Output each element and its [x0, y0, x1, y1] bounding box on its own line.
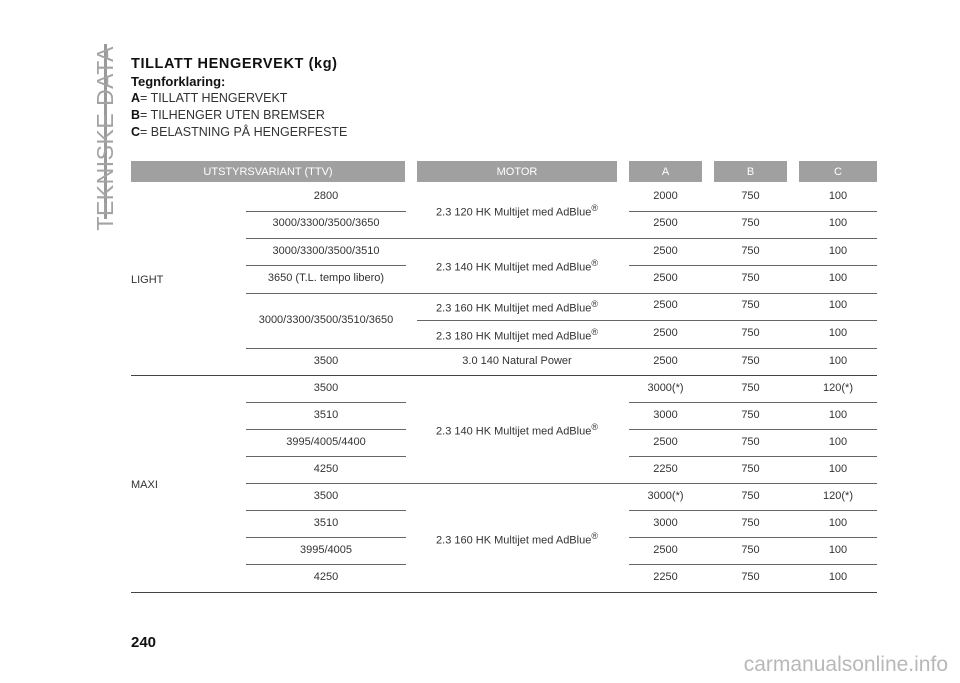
- motor-cell: [417, 531, 617, 547]
- header-motor: MOTOR: [417, 161, 617, 182]
- registered-mark: ®: [591, 327, 598, 337]
- motor-name: 2.3 160 HK Multijet med AdBlue: [436, 534, 592, 547]
- legend-text: = TILHENGER UTEN BREMSER: [140, 108, 325, 122]
- row-divider: [629, 564, 877, 565]
- value-c: 100: [828, 190, 848, 202]
- ttv-cell: 3510: [313, 409, 339, 421]
- legend-heading: Tegnforklaring:: [131, 74, 226, 89]
- value-c: 100: [828, 463, 848, 475]
- value-a: 2250: [653, 463, 678, 475]
- value-b: 750: [741, 245, 760, 257]
- header-ttv: UTSTYRSVARIANT (TTV): [131, 161, 405, 182]
- group-label-light: LIGHT: [131, 274, 164, 286]
- row-divider: [246, 348, 877, 349]
- registered-mark: ®: [591, 203, 598, 213]
- ttv-cell: 3500: [313, 490, 339, 502]
- page-number: 240: [131, 634, 157, 651]
- row-divider: [246, 238, 877, 239]
- row-divider: [246, 402, 406, 403]
- ttv-cell: 3000/3300/3500/3510: [272, 245, 380, 257]
- ttv-cell: 2800: [313, 190, 339, 202]
- value-c: 100: [828, 217, 848, 229]
- value-c: 100: [828, 409, 848, 421]
- value-b: 750: [741, 409, 760, 421]
- row-divider: [246, 510, 406, 511]
- value-a: 2500: [653, 436, 678, 448]
- registered-mark: ®: [591, 422, 598, 432]
- value-b: 750: [741, 355, 760, 367]
- row-divider: [246, 537, 406, 538]
- value-b: 750: [741, 217, 760, 229]
- footer-watermark: carmanualsonline.info: [743, 653, 948, 676]
- value-a: 2500: [653, 217, 678, 229]
- value-a: 3000: [653, 517, 678, 529]
- value-c: 100: [828, 245, 848, 257]
- registered-mark: ®: [591, 299, 598, 309]
- ttv-cell-merged: 3000/3300/3500/3510/3650: [258, 314, 394, 326]
- legend-item-c: [131, 125, 347, 139]
- value-c: 100: [828, 436, 848, 448]
- value-c: 100: [828, 272, 848, 284]
- row-divider: [629, 456, 877, 457]
- header-c: C: [799, 161, 877, 182]
- value-b: 750: [741, 517, 760, 529]
- ttv-cell: 3000/3300/3500/3650: [272, 217, 380, 229]
- legend-item-a: [131, 91, 287, 105]
- value-a: 2250: [653, 571, 678, 583]
- group-label-maxi: MAXI: [131, 479, 158, 491]
- registered-mark: ®: [591, 531, 598, 541]
- value-c: 100: [828, 571, 848, 583]
- row-divider: [246, 429, 406, 430]
- value-b: 750: [741, 463, 760, 475]
- value-b: 750: [741, 327, 760, 339]
- legend-key: A: [131, 91, 141, 105]
- value-a: 2000: [653, 190, 678, 202]
- motor-name: 2.3 140 HK Multijet med AdBlue: [436, 261, 592, 274]
- motor-cell: [417, 327, 617, 343]
- row-divider: [246, 211, 406, 212]
- value-b: 750: [741, 272, 760, 284]
- value-a: 3000(*): [647, 490, 684, 502]
- row-divider: [246, 483, 877, 484]
- value-a: 2500: [653, 544, 678, 556]
- row-divider: [629, 537, 877, 538]
- row-divider: [246, 293, 877, 294]
- value-c: 100: [828, 544, 848, 556]
- ttv-cell: 3650 (T.L. tempo libero): [267, 272, 385, 284]
- motor-cell: [417, 299, 617, 315]
- ttv-cell: 4250: [313, 571, 339, 583]
- value-b: 750: [741, 571, 760, 583]
- ttv-cell: 3995/4005: [300, 544, 352, 556]
- value-c: 100: [828, 299, 848, 311]
- motor-name: 2.3 140 HK Multijet med AdBlue: [436, 425, 592, 438]
- legend-key: B: [131, 108, 141, 122]
- value-b: 750: [741, 190, 760, 202]
- table-bottom-rule: [131, 592, 877, 593]
- registered-mark: ®: [591, 258, 598, 268]
- page-title: TILLATT HENGERVEKT (kg): [131, 56, 338, 72]
- row-divider: [629, 265, 877, 266]
- row-divider: [246, 564, 406, 565]
- side-tab-label: TEKNISKE DATA: [92, 46, 118, 231]
- group-divider: [131, 375, 877, 376]
- value-a: 2500: [653, 327, 678, 339]
- motor-name: 3.0 140 Natural Power: [462, 355, 572, 367]
- ttv-cell: 4250: [313, 463, 339, 475]
- value-b: 750: [741, 436, 760, 448]
- motor-cell: [417, 422, 617, 438]
- legend-text: = TILLATT HENGERVEKT: [140, 91, 288, 105]
- value-a: 2500: [653, 272, 678, 284]
- header-b: B: [714, 161, 787, 182]
- legend-text: = BELASTNING PÅ HENGERFESTE: [140, 125, 348, 139]
- motor-cell: [417, 355, 617, 367]
- value-c: 100: [828, 517, 848, 529]
- ttv-cell: 3995/4005/4400: [286, 436, 366, 448]
- motor-name: 2.3 120 HK Multijet med AdBlue: [436, 206, 592, 219]
- row-divider: [246, 265, 406, 266]
- row-divider: [246, 456, 406, 457]
- row-divider: [629, 402, 877, 403]
- value-c: 100: [828, 355, 848, 367]
- value-b: 750: [741, 382, 760, 394]
- value-b: 750: [741, 490, 760, 502]
- row-divider: [417, 320, 877, 321]
- ttv-cell: 3500: [313, 382, 339, 394]
- value-c: 100: [828, 327, 848, 339]
- motor-cell: [417, 258, 617, 274]
- legend-key: C: [131, 125, 141, 139]
- motor-name: 2.3 180 HK Multijet med AdBlue: [436, 330, 592, 343]
- value-a: 2500: [653, 245, 678, 257]
- ttv-cell: 3500: [313, 355, 339, 367]
- row-divider: [629, 510, 877, 511]
- value-c: 120(*): [823, 382, 853, 394]
- motor-cell: [417, 203, 617, 219]
- row-divider: [629, 211, 877, 212]
- value-c: 120(*): [823, 490, 853, 502]
- row-divider: [629, 429, 877, 430]
- motor-name: 2.3 160 HK Multijet med AdBlue: [436, 302, 592, 315]
- value-a: 2500: [653, 299, 678, 311]
- value-b: 750: [741, 544, 760, 556]
- ttv-cell: 3510: [313, 517, 339, 529]
- value-a: 3000: [653, 409, 678, 421]
- value-b: 750: [741, 299, 760, 311]
- value-a: 2500: [653, 355, 678, 367]
- value-a: 3000(*): [647, 382, 684, 394]
- legend-item-b: [131, 108, 325, 122]
- header-a: A: [629, 161, 702, 182]
- side-section-tab: [68, 44, 118, 231]
